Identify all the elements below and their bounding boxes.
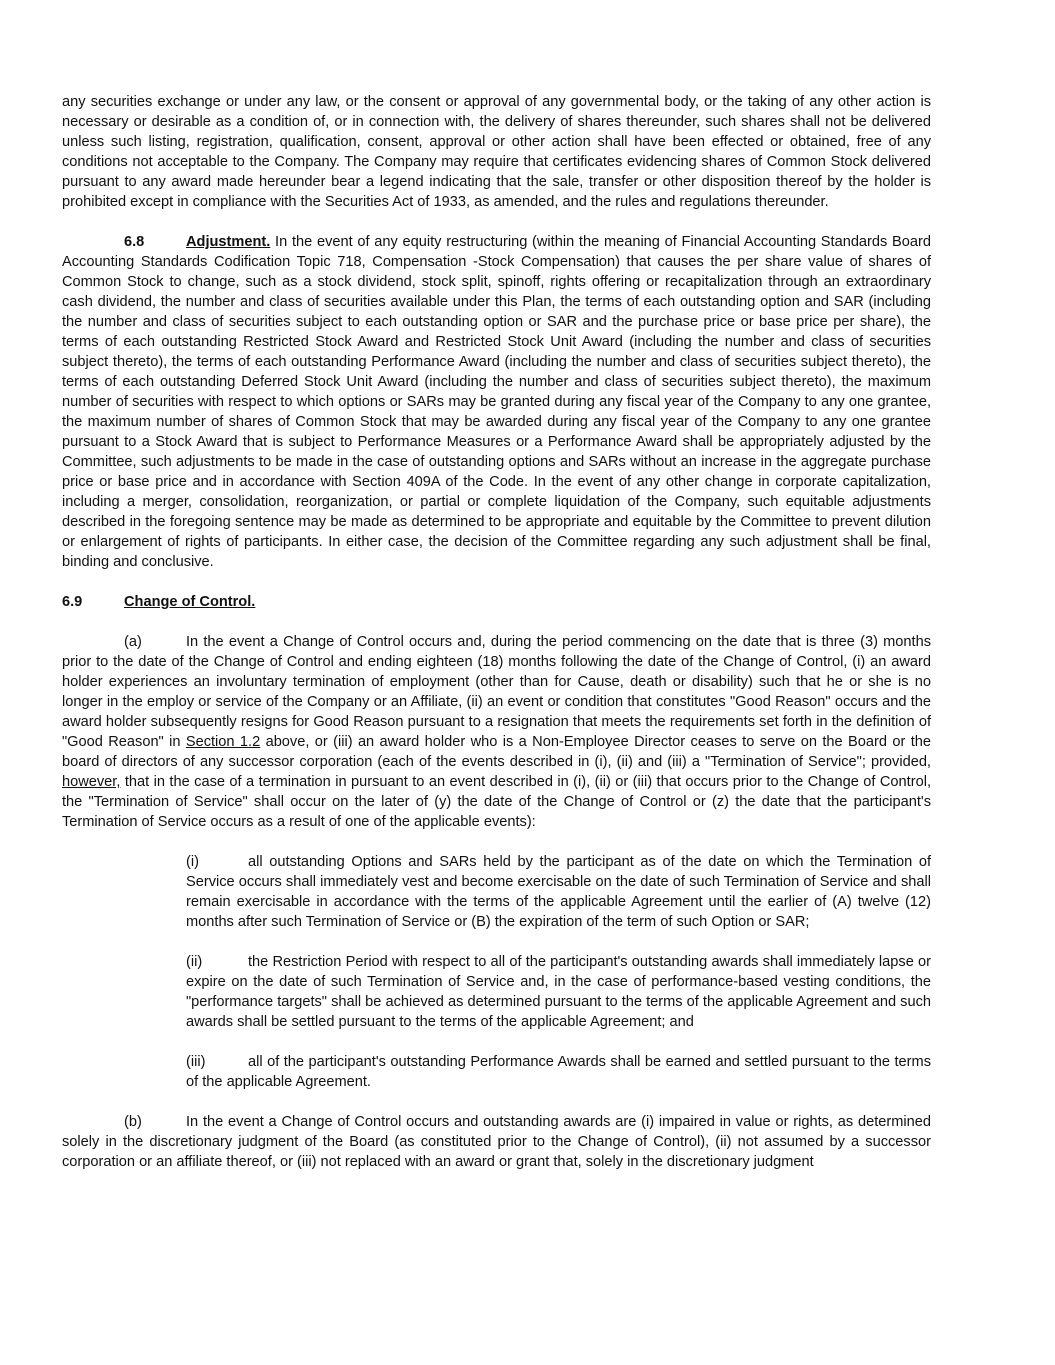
list-item-iii-label: (iii): [186, 1054, 206, 1070]
subsection-b-text: In the event a Change of Control occurs and outstanding awards are (i) impaired in value or rights, as determined solely in the discretionary judgment of the Board (as constituted prior to the Change of Control), (ii) not assumed by a successor corporation or an affiliate thereof, or (iii) not replaced with an award or grant that, solely in the discretionary judgment: [62, 1114, 931, 1170]
list-item-i: [186, 852, 931, 932]
list-item-iii: [186, 1052, 931, 1092]
list-item-i-label: (i): [186, 854, 199, 870]
list-item-ii-label: (ii): [186, 954, 203, 970]
section-6-9-heading: Change of Control.: [124, 594, 256, 610]
subsection-b-label: (b): [124, 1114, 142, 1130]
list-item-i-text: all outstanding Options and SARs held by the participant as of the date on which the Termination of Service occurs shall immediately vest and become exercisable on the date of such Termination of Service and shall remain exercisable in accordance with the terms of the applicable Agreement until the earlier of (A) twelve (12) months after such Termination of Service or (B) the expiration of the term of such Option or SAR;: [186, 854, 931, 930]
section-6-8-number: 6.8: [124, 234, 145, 250]
continued-paragraph: any securities exchange or under any law, or the consent or approval of any governmental body, or the taking of any other action is necessary or desirable as a condition of, or in connection with, the delivery of shares thereunder, such shares shall not be delivered unless such listing, registration, qualification, consent, approval or other action shall have been effected or obtained, free of any conditions not acceptable to the Company. The Company may require that certificates evidencing shares of Common Stock delivered pursuant to any award made hereunder bear a legend indicating that the sale, transfer or other disposition thereof by the holder is prohibited except in compliance with the Securities Act of 1933, as amended, and the rules and regulations thereunder.: [62, 94, 931, 210]
subsection-a-text-3: that in the case of a termination in pursuant to an event described in (i), (ii) or (iii) that occurs prior to the Change of Control, the "Termination of Service" shall occur on the later of (y) the date of the Change of Control or (z) the date that the participant's Termination of Service occurs as a result of one of the applicable events):: [62, 774, 931, 830]
list-item-iii-text: all of the participant's outstanding Performance Awards shall be earned and settled pursuant to the terms of the applicable Agreement.: [186, 1054, 931, 1090]
section-6-9-number: 6.9: [62, 594, 83, 610]
subsection-a-text-1: In the event a Change of Control occurs and, during the period commencing on the date that is three (3) months prior to the date of the Change of Control and ending eighteen (18) months following the date of the Change of Control, (i) an award holder experiences an involuntary termination of employment (other than for Cause, death or disability) such that he or she is no longer in the employ or service of the Company or an Affiliate, (ii) an event or condition that constitutes "Good Reason" occurs and the award holder subsequently resigns for Good Reason pursuant to a resignation that meets the requirements set forth in the definition of "Good Reason" in: [62, 634, 931, 750]
section-6-8-body: In the event of any equity restructuring (within the meaning of Financial Accounting Standards Board Accounting Standards Codification Topic 718, Compensation -Stock Compensation) that causes the per share value of shares of Common Stock to change, such as a stock dividend, stock split, spinoff, rights offering or recapitalization through an extraordinary cash dividend, the number and class of securities available under this Plan, the terms of each outstanding option and SAR (including the number and class of securities subject to each outstanding option or SAR and the purchase price or base price per share), the terms of each outstanding Restricted Stock Award and Restricted Stock Unit Award (including the number and class of securities subject thereto), the terms of each outstanding Performance Award (including the number and class of securities subject thereto), the terms of each outstanding Deferred Stock Unit Award (including the number and class of securities subject thereto), the maximum number of securities with respect to which options or SARs may be granted during any fiscal year of the Company to any one grantee, the maximum number of shares of Common Stock that may be awarded during any fiscal year of the Company to any one grantee pursuant to a Stock Award that is subject to Performance Measures or a Performance Award shall be appropriately adjusted by the Committee, such adjustments to be made in the case of outstanding options and SARs without an increase in the aggregate purchase price or base price and in accordance with Section 409A of the Code. In the event of any other change in corporate capitalization, including a merger, consolidation, reorganization, or partial or complete liquidation of the Company, such equitable adjustments described in the foregoing sentence may be made as determined to be appropriate and equitable by the Committee to prevent dilution or enlargement of rights of participants. In either case, the decision of the Committee regarding any such adjustment shall be final, binding and conclusive.: [62, 234, 931, 570]
however-text: however,: [62, 774, 121, 790]
section-1-2-link: Section 1.2: [185, 734, 261, 750]
section-6-9-b-paragraph: [62, 1112, 931, 1172]
subsection-a-text-2: above, or (iii) an award holder who is a Non-Employee Director ceases to serve on the Board or the board of directors of any successor corporation (each of the events described in (i), (ii) and (iii) a "Termination of Service"; provided,: [62, 734, 931, 770]
document-page: [62, 92, 931, 1172]
list-item-ii-text: the Restriction Period with respect to all of the participant's outstanding awards shall immediately lapse or expire on the date of such Termination of Service and, in the case of performance-based vesting conditions, the "performance targets" shall be achieved as determined pursuant to the terms of the applicable Agreement and such awards shall be settled pursuant to the terms of the applicable Agreement; and: [186, 954, 931, 1030]
subsection-a-label: (a): [124, 634, 142, 650]
section-6-9-header: [62, 592, 931, 612]
section-6-9-a-paragraph: [62, 632, 931, 832]
list-item-ii: [186, 952, 931, 1032]
section-6-8-paragraph: [62, 232, 931, 572]
section-6-8-heading: Adjustment.: [186, 234, 271, 250]
